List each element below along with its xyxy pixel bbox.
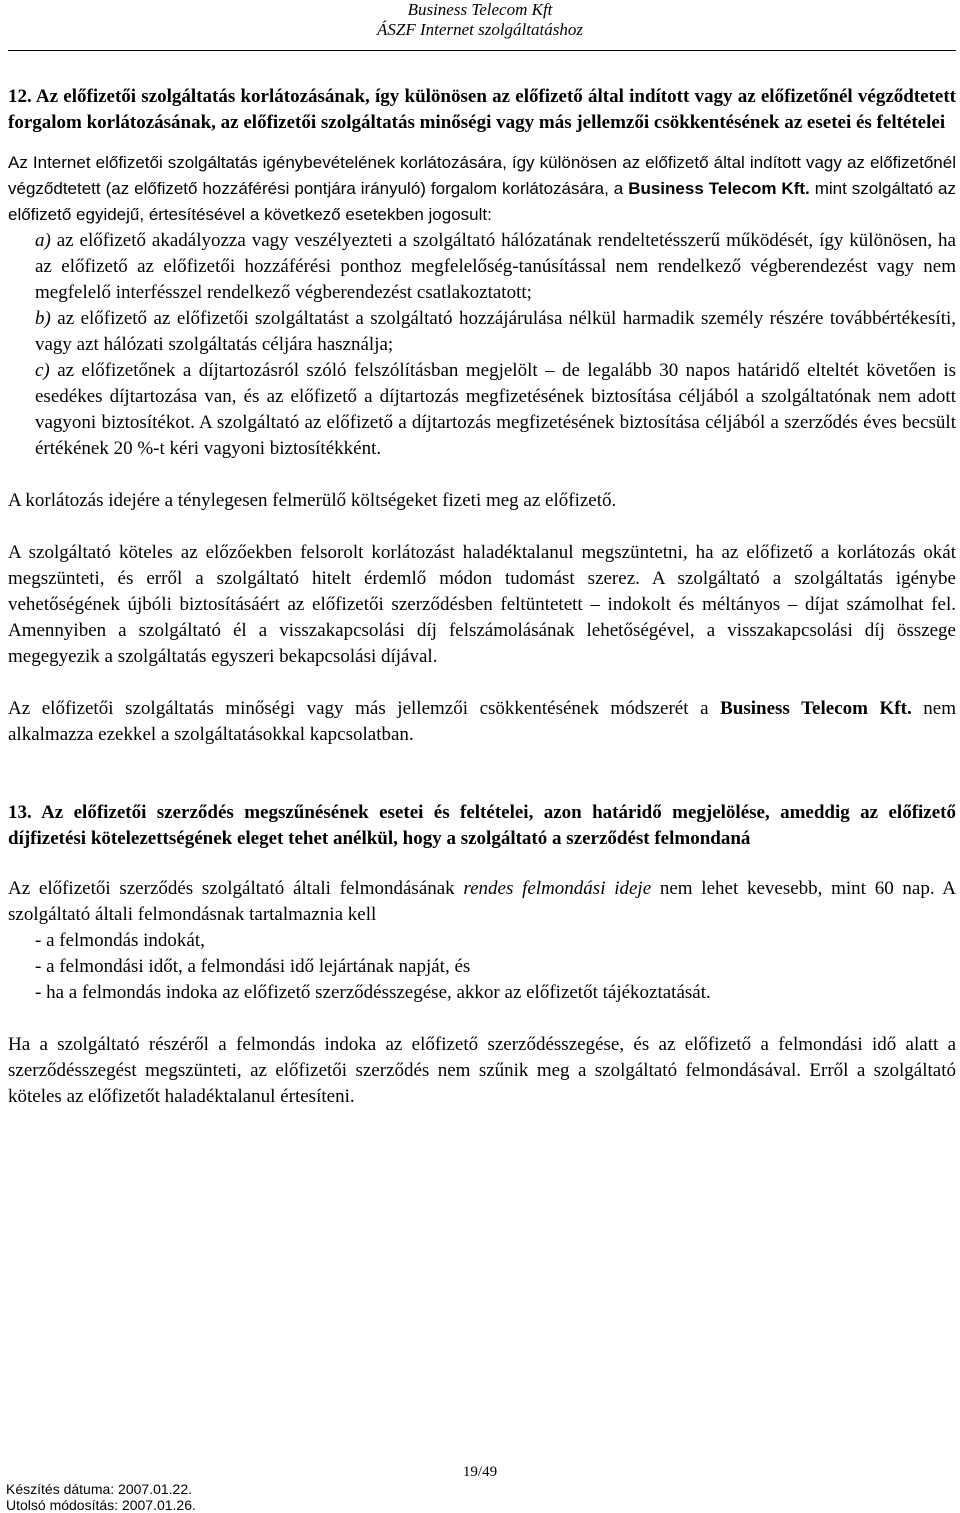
company-name: Business Telecom Kft. bbox=[720, 698, 912, 719]
section-13-heading: 13. Az előfizetői szerződés megszűnésének esetei és feltételei, azon határidő megjelölése, ameddig az előfizető díjfizetési kötelezettségének eleget tehet anélkül, hogy a szolgáltató a szerződést felmondaná bbox=[8, 802, 956, 849]
section-12-paragraph-1 bbox=[8, 150, 956, 228]
condition-b bbox=[8, 306, 956, 358]
condition-label: b) bbox=[35, 308, 51, 329]
condition-label: a) bbox=[35, 230, 51, 251]
condition-text: az előfizetőnek a díjtartozásról szóló felszólításban megjelölt – de legalább 30 napos határidő elteltét követően is esedékes díjtartozása van, és az előfizető a díjtartozás megfizetésének biztosítása céljából a szolgáltatónak nem adott vagyoni biztosítékot. A szolgáltató az előfizető a díjtartozás megfizetésének biztosítása céljából a szerződés éves becsült értékének 20 %-t kéri vagyoni biztosítékként. bbox=[35, 360, 956, 459]
section-12-paragraph-4 bbox=[8, 696, 956, 748]
emphasis-text: rendes felmondási ideje bbox=[463, 878, 652, 899]
company-name: Business Telecom Kft. bbox=[628, 179, 810, 198]
paragraph-text: nem alkalmazza ezekkel a szolgáltatásokkal kapcsolatban. bbox=[8, 698, 957, 745]
condition-text: az előfizető akadályozza vagy veszélyezteti a szolgáltató hálózatának rendeltetésszerű működését, így különösen, ha az előfizető az előfizetői hozzáférési ponthoz megfelelőség-tanúsítással nem rendelkező végberendezést vagy nem megfelelő interfésszel rendelkező végberendezést csatlakoztatott; bbox=[35, 230, 956, 303]
header-divider bbox=[8, 50, 956, 51]
header-company: Business Telecom Kft bbox=[407, 0, 553, 19]
condition-c bbox=[8, 358, 956, 462]
section-12-paragraph-2: A korlátozás idejére a ténylegesen felmerülő költségeket fizeti meg az előfizető. bbox=[8, 490, 617, 511]
section-12-heading: 12. Az előfizetői szolgáltatás korlátozásának, így különösen az előfizető által indított vagy az előfizetőnél végződtetett forgalom korlátozásának, az előfizetői szolgáltatás minőségi vagy más jellemzői csökkentésének az esetei és feltételei bbox=[8, 86, 956, 133]
section-13-paragraph-2: Ha a szolgáltató részéről a felmondás indoka az előfizető szerződésszegése, és az előfizető a felmondási idő alatt a szerződésszegést megszünteti, az előfizetői szerződés nem szűnik meg a szolgáltató felmondásával. Erről a szolgáltató köteles az előfizetőt haladéktalanul értesíteni. bbox=[8, 1034, 956, 1107]
paragraph-text: Az Internet előfizetői szolgáltatás igénybevételének korlátozására, így különösen az előfizető által indított vagy az előfizetőnél végződtetett (az előfizető hozzáférési pontjára irányuló) forgalom korlátozására, a bbox=[8, 153, 956, 198]
paragraph-text: Az előfizetői szerződés szolgáltató általi felmondásának bbox=[8, 878, 464, 899]
footer-dates bbox=[6, 1481, 196, 1513]
requirement-item: - ha a felmondás indoka az előfizető szerződésszegése, akkor az előfizetőt tájékoztatását. bbox=[35, 982, 711, 1003]
paragraph-text: Az előfizetői szolgáltatás minőségi vagy más jellemzői csökkentésének módszerét a bbox=[8, 698, 721, 719]
header-document-title: ÁSZF Internet szolgáltatáshoz bbox=[377, 20, 583, 39]
requirement-item: - a felmondás indokát, bbox=[35, 930, 205, 951]
paragraph-text: nem lehet kevesebb, mint 60 nap. A szolgáltató általi felmondásnak tartalmaznia kell bbox=[8, 878, 957, 925]
section-12-paragraph-3: A szolgáltató köteles az előzőekben felsorolt korlátozást haladéktalanul megszüntetni, ha az előfizető a korlátozás okát megszünteti, és erről a szolgáltató hitelt érdemlő módon tudomást szerez. A szolgáltató a szolgáltatás igénybe vehetőségének újbóli biztosításáért az előfizetői szerződésben feltüntetett – indokolt és méltányos – díjat számolhat fel. Amennyiben a szolgáltató él a visszakapcsolási díj felszámolásának lehetőségével, a visszakapcsolási díj összege megegyezik a szolgáltatás egyszeri bekapcsolási díjával. bbox=[8, 542, 956, 667]
creation-date: Készítés dátuma: 2007.01.22. bbox=[6, 1481, 193, 1497]
requirement-item: - a felmondási időt, a felmondási idő lejártának napját, és bbox=[35, 956, 471, 977]
section-13-paragraph-1 bbox=[8, 876, 956, 928]
condition-label: c) bbox=[35, 360, 50, 381]
modification-date: Utolsó módosítás: 2007.01.26. bbox=[6, 1497, 196, 1513]
page-number: 19/49 bbox=[462, 1464, 498, 1480]
condition-text: az előfizető az előfizetői szolgáltatást a szolgáltató hozzájárulása nélkül harmadik személy részére továbbértékesíti, vagy azt hálózati szolgáltatás céljára használja; bbox=[35, 308, 956, 355]
condition-a bbox=[8, 228, 956, 306]
paragraph-text: mint szolgáltató az előfizető egyidejű, értesítésével a következő esetekben jogosult: bbox=[8, 179, 956, 224]
page-header bbox=[0, 0, 960, 40]
document-body bbox=[8, 84, 956, 1110]
